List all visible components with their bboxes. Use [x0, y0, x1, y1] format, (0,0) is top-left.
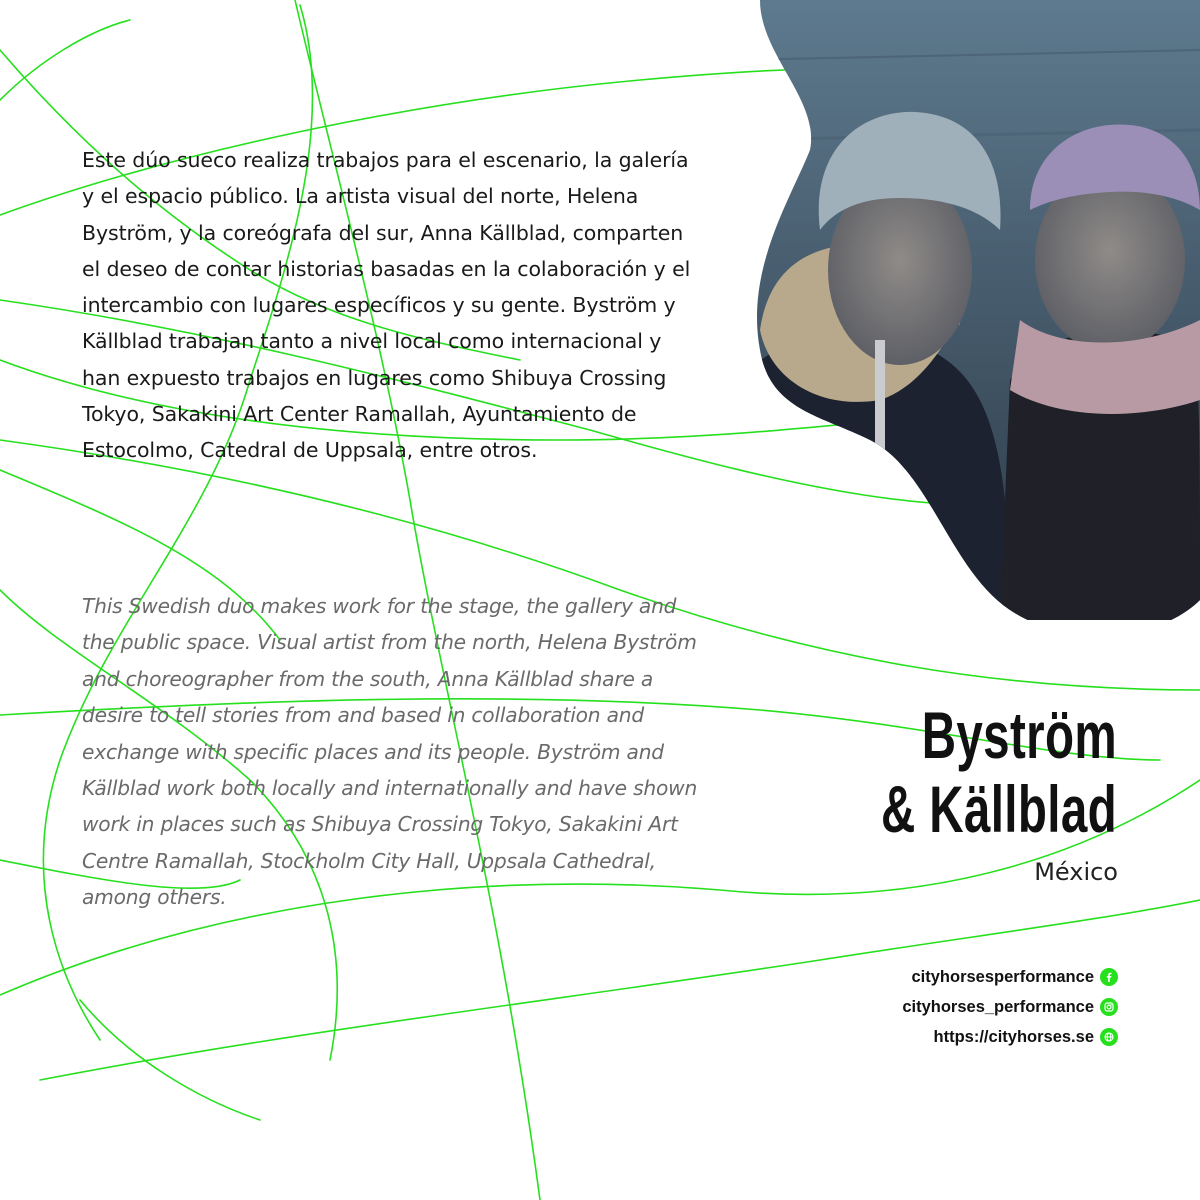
social-link-instagram[interactable] [902, 996, 1118, 1018]
bio-spanish: Este dúo sueco realiza trabajos para el escenario, la galería y el espacio público. La artista visual del norte, Helena Byström, y la coreógrafa del sur, Anna Källblad, comparten el deseo de contar historias basadas en la colaboración y el intercambio con lugares específicos y su gente. Byström y Källblad trabajan tanto a nivel local como internacional y han expuesto trabajos en lugares como Shibuya Crossing Tokyo, Sakakini Art Center Ramallah, Ayuntamiento de Estocolmo, Catedral de Uppsala, entre otros. [82, 148, 691, 463]
social-link-text[interactable]: cityhorsesperformance [911, 967, 1094, 986]
artist-title [743, 698, 1117, 846]
facebook-icon [1100, 968, 1118, 986]
social-link-facebook[interactable] [912, 966, 1119, 988]
bio-english: This Swedish duo makes work for the stage, the gallery and the public space. Visual artist from the north, Helena Byström and choreographer from the south, Anna Källblad share a desire to tell stories from and based in collaboration and exchange with specific places and its people. Byström and Källblad work both locally and internationally and have shown work in places such as Shibuya Crossing Tokyo, Sakakini Art Centre Ramallah, Stockholm City Hall, Uppsala Cathedral, among others. [82, 594, 698, 910]
social-link-text[interactable]: cityhorses_performance [902, 997, 1094, 1016]
social-link-text[interactable]: https://cityhorses.se [933, 1027, 1094, 1046]
location-label: México [1034, 858, 1118, 886]
title-line-2: & Källblad [881, 772, 1117, 846]
social-links [902, 966, 1118, 1048]
social-link-web[interactable] [934, 1026, 1118, 1048]
instagram-icon [1100, 998, 1118, 1016]
title-line-1: Byström [921, 698, 1117, 772]
web-icon [1100, 1028, 1118, 1046]
